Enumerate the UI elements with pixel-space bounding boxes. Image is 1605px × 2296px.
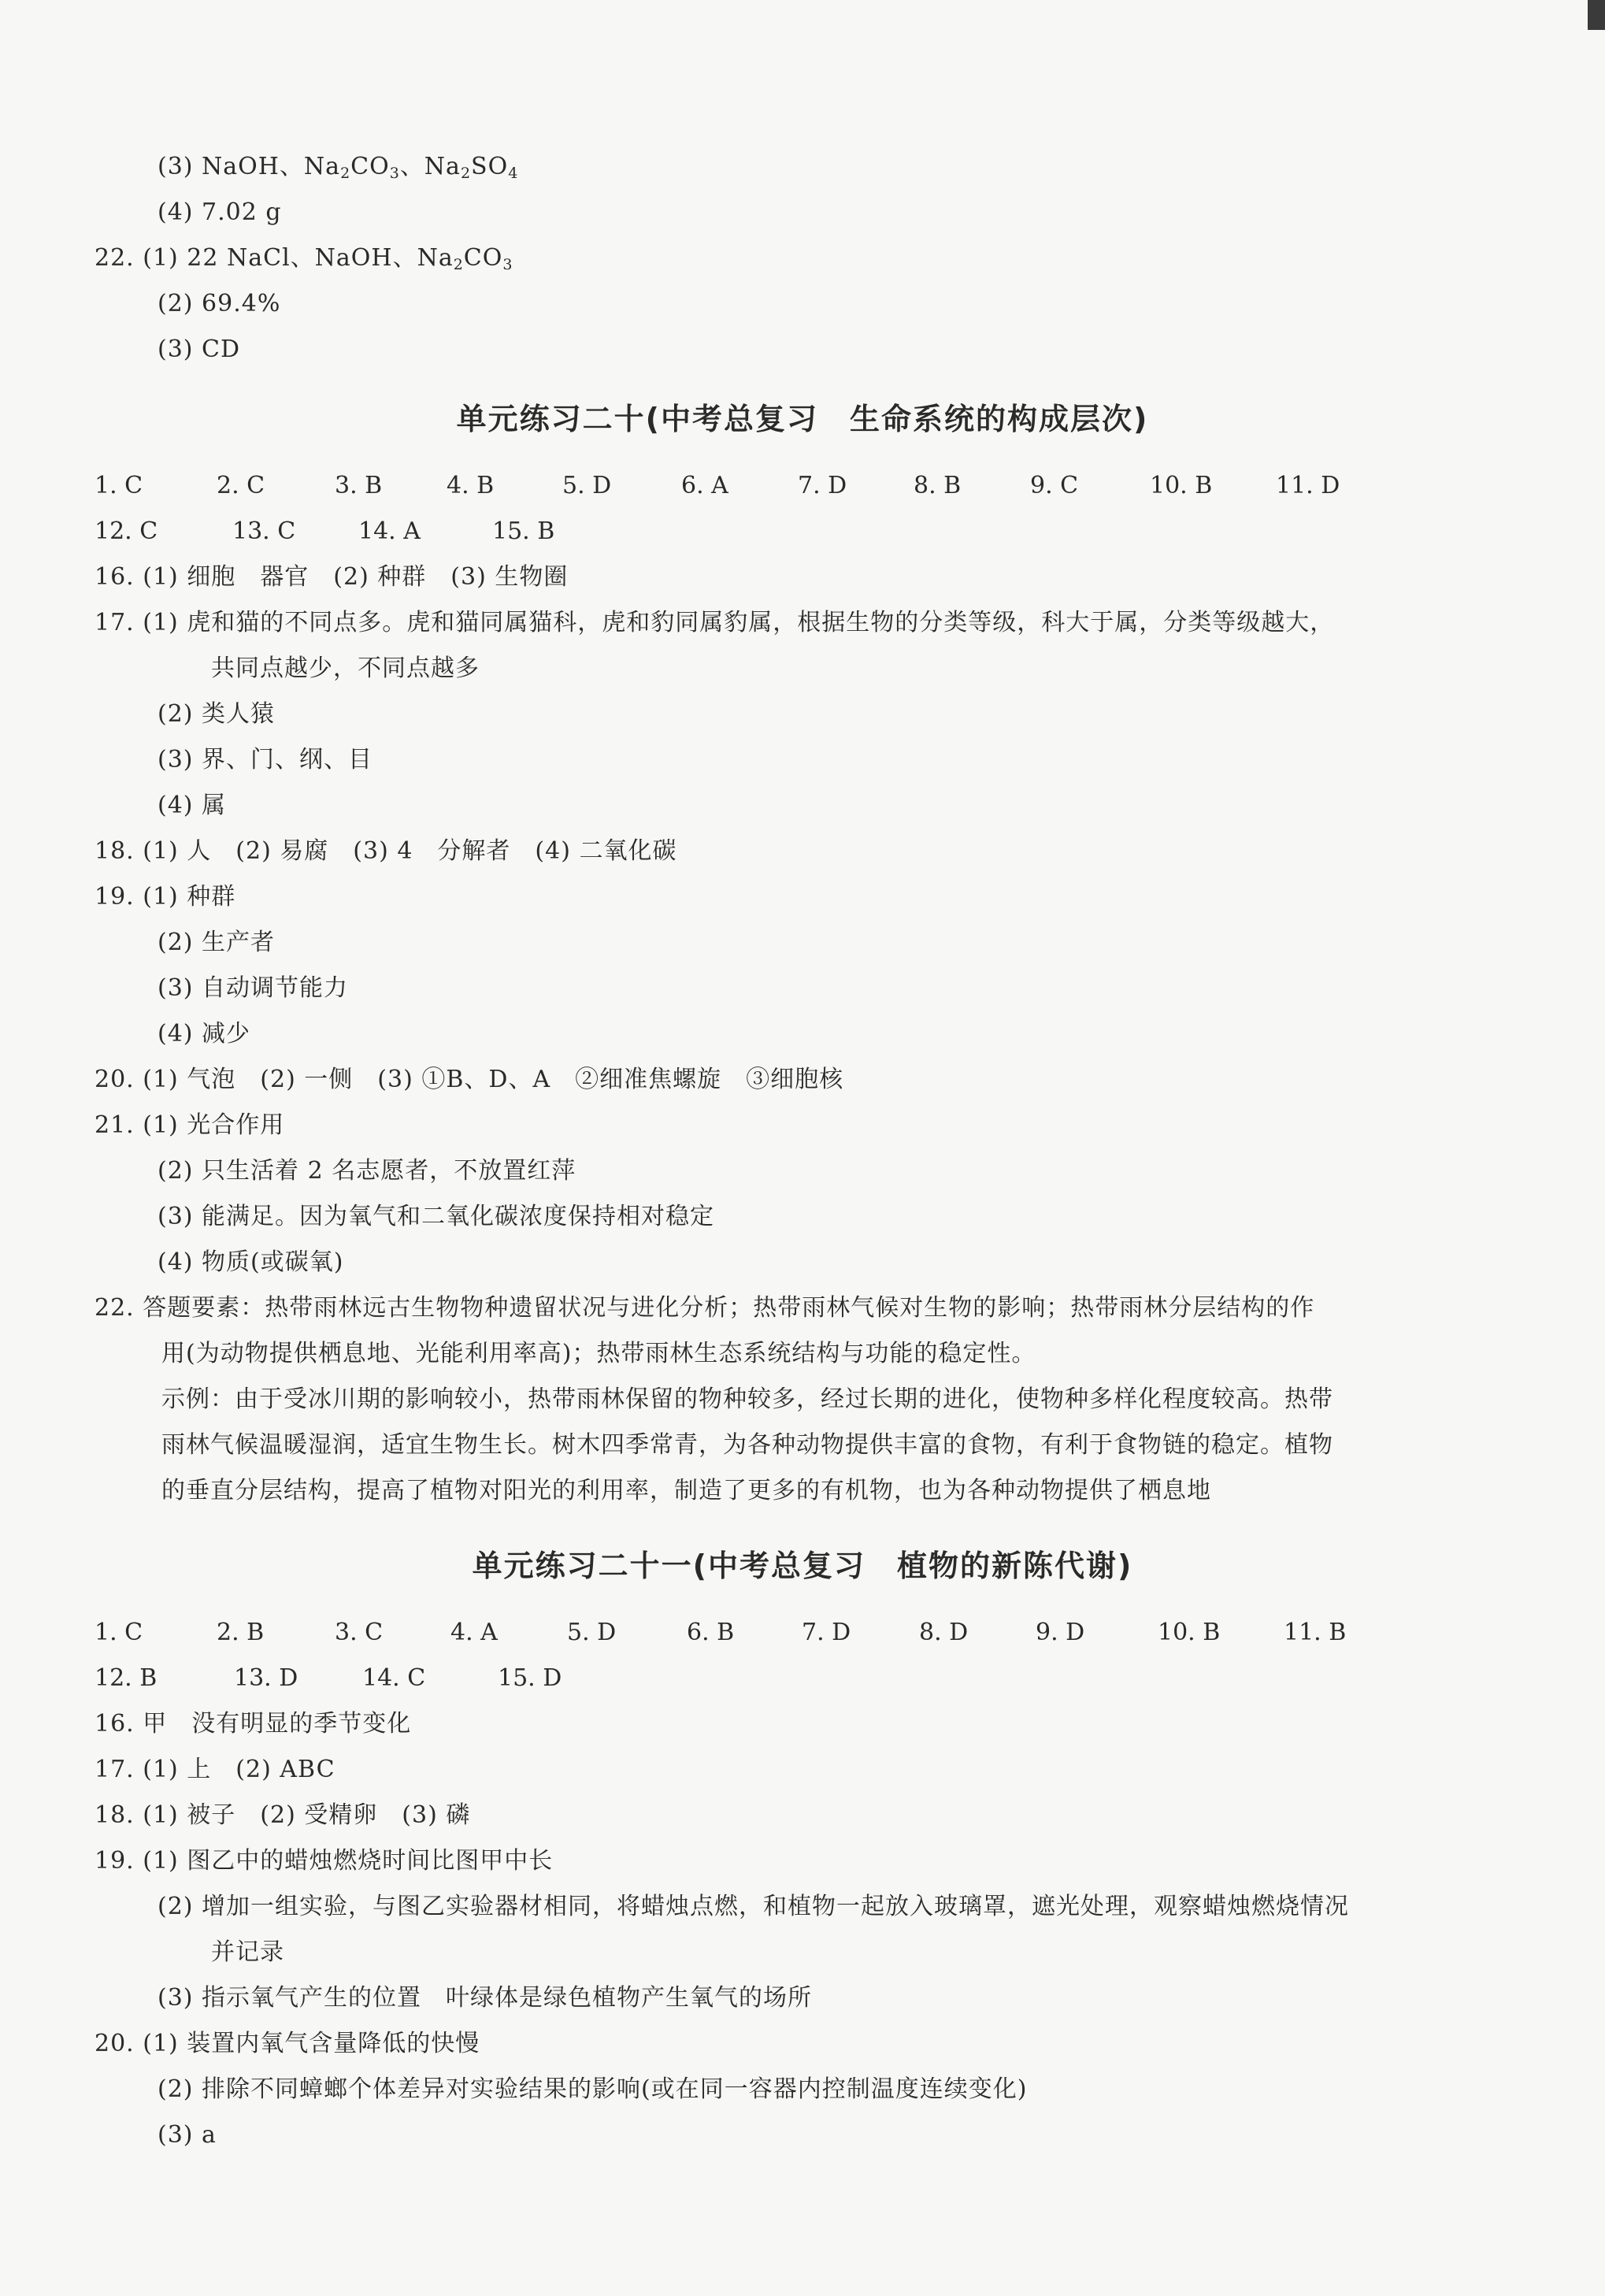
mc-answer: 1. C — [95, 1619, 143, 1646]
answer-line: 17. (1) 上 (2) ABC — [95, 1756, 335, 1783]
answer-line: (3) 能满足。因为氧气和二氧化碳浓度保持相对稳定 — [158, 1203, 715, 1230]
mc-answer: 14. A — [358, 517, 421, 545]
mc-answer: 13. C — [232, 517, 296, 545]
mc-answer: 4. A — [450, 1619, 498, 1646]
mc-answer: 12. C — [95, 517, 158, 545]
answer-line: 22. 答题要素：热带雨林远古生物物种遗留状况与进化分析；热带雨林气候对生物的影响；热带雨林分层结构的作 — [95, 1294, 1315, 1322]
mc-answer: 6. A — [681, 472, 728, 499]
answer-line: (2) 排除不同蟑螂个体差异对实验结果的影响(或在同一容器内控制温度连续变化) — [158, 2075, 1028, 2103]
answer-line: 19. (1) 图乙中的蜡烛燃烧时间比图甲中长 — [95, 1847, 554, 1875]
answer-line: (2) 增加一组实验，与图乙实验器材相同，将蜡烛点燃，和植物一起放入玻璃罩，遮光处理，观察蜡烛燃烧情况 — [158, 1893, 1350, 1920]
section-title-unit21: 单元练习二十一(中考总复习 植物的新陈代谢) — [472, 1549, 1133, 1583]
mc-answer: 4. B — [447, 472, 495, 499]
mc-answer: 5. D — [562, 472, 612, 499]
answer-line: (2) 生产者 — [158, 929, 276, 956]
mc-answer: 13. D — [234, 1664, 298, 1692]
mc-answer: 10. B — [1158, 1619, 1221, 1646]
answer-line: (3) NaOH、$Na_2CO_3$、$Na_2SO_4$ — [158, 153, 519, 182]
answer-line: (3) 界、门、纲、目 — [158, 746, 373, 773]
mc-answer: 15. D — [498, 1664, 562, 1692]
answer-line: (3) 指示氧气产生的位置 叶绿体是绿色植物产生氧气的场所 — [158, 1984, 813, 2012]
section-title-unit20: 单元练习二十(中考总复习 生命系统的构成层次) — [456, 402, 1149, 436]
mc-answer: 2. C — [217, 472, 265, 499]
answer-line: 18. (1) 被子 (2) 受精卵 (3) 磷 — [95, 1801, 471, 1829]
answer-line: 20. (1) 气泡 (2) 一侧 (3) ①B、D、A ②细准焦螺旋 ③细胞核 — [95, 1066, 844, 1093]
mc-answer: 7. D — [802, 1619, 851, 1646]
answer-line: 19. (1) 种群 — [95, 883, 236, 911]
mc-answer: 6. B — [687, 1619, 735, 1646]
mc-answer: 8. B — [914, 472, 962, 499]
scan-edge-mark — [1588, 0, 1605, 30]
mc-answer: 9. D — [1036, 1619, 1085, 1646]
answer-line: (4) 物质(或碳氧) — [158, 1248, 344, 1276]
answer-line: 18. (1) 人 (2) 易腐 (3) 4 分解者 (4) 二氧化碳 — [95, 837, 677, 865]
answer-line: (4) 7.02 g — [158, 198, 282, 226]
answer-line: 22. (1) 22 NaCl、NaOH、$Na_2CO_3$ — [95, 244, 513, 273]
answer-line: (3) CD — [158, 336, 241, 363]
mc-answer: 15. B — [492, 517, 555, 545]
mc-answer: 9. C — [1030, 472, 1079, 499]
answer-line: (4) 属 — [158, 792, 227, 819]
answer-line: 的垂直分层结构，提高了植物对阳光的利用率，制造了更多的有机物，也为各种动物提供了栖息地 — [161, 1477, 1211, 1504]
mc-answer: 14. C — [362, 1664, 426, 1692]
answer-line: (3) a — [158, 2121, 217, 2149]
answer-line: 雨林气候温暖湿润，适宜生物生长。树木四季常青，为各种动物提供丰富的食物，有利于食物链的稳定。植物 — [161, 1431, 1333, 1459]
answer-line: 用(为动物提供栖息地、光能利用率高)；热带雨林生态系统结构与功能的稳定性。 — [161, 1340, 1036, 1367]
answer-line: (2) 69.4% — [158, 290, 281, 317]
mc-answer: 10. B — [1150, 472, 1213, 499]
answer-line: (3) 自动调节能力 — [158, 974, 349, 1002]
mc-answer: 1. C — [95, 472, 143, 499]
answer-line: (2) 只生活着 2 名志愿者，不放置红萍 — [158, 1157, 576, 1185]
answer-line: 共同点越少，不同点越多 — [211, 655, 480, 682]
mc-answer: 12. B — [95, 1664, 158, 1692]
answer-line: (4) 减少 — [158, 1020, 251, 1048]
answer-line: 20. (1) 装置内氧气含量降低的快慢 — [95, 2030, 480, 2057]
mc-answer: 2. B — [217, 1619, 265, 1646]
mc-answer: 3. C — [335, 1619, 384, 1646]
answer-line: 16. (1) 细胞 器官 (2) 种群 (3) 生物圈 — [95, 563, 569, 591]
answer-line: 17. (1) 虎和猫的不同点多。虎和猫同属猫科，虎和豹同属豹属，根据生物的分类等级，科大于属，分类等级越大， — [95, 609, 1335, 636]
mc-answer: 11. D — [1276, 472, 1340, 499]
mc-answer: 11. B — [1284, 1619, 1347, 1646]
mc-answer: 5. D — [567, 1619, 617, 1646]
answer-line: 示例：由于受冰川期的影响较小，热带雨林保留的物种较多，经过长期的进化，使物种多样化程度较高。热带 — [161, 1385, 1333, 1413]
mc-answer: 8. D — [919, 1619, 969, 1646]
answer-line: 16. 甲 没有明显的季节变化 — [95, 1710, 412, 1738]
mc-answer: 7. D — [798, 472, 847, 499]
answer-line: (2) 类人猿 — [158, 700, 276, 728]
answer-line: 21. (1) 光合作用 — [95, 1111, 285, 1139]
mc-answer: 3. B — [335, 472, 383, 499]
answer-line: 并记录 — [211, 1938, 284, 1966]
